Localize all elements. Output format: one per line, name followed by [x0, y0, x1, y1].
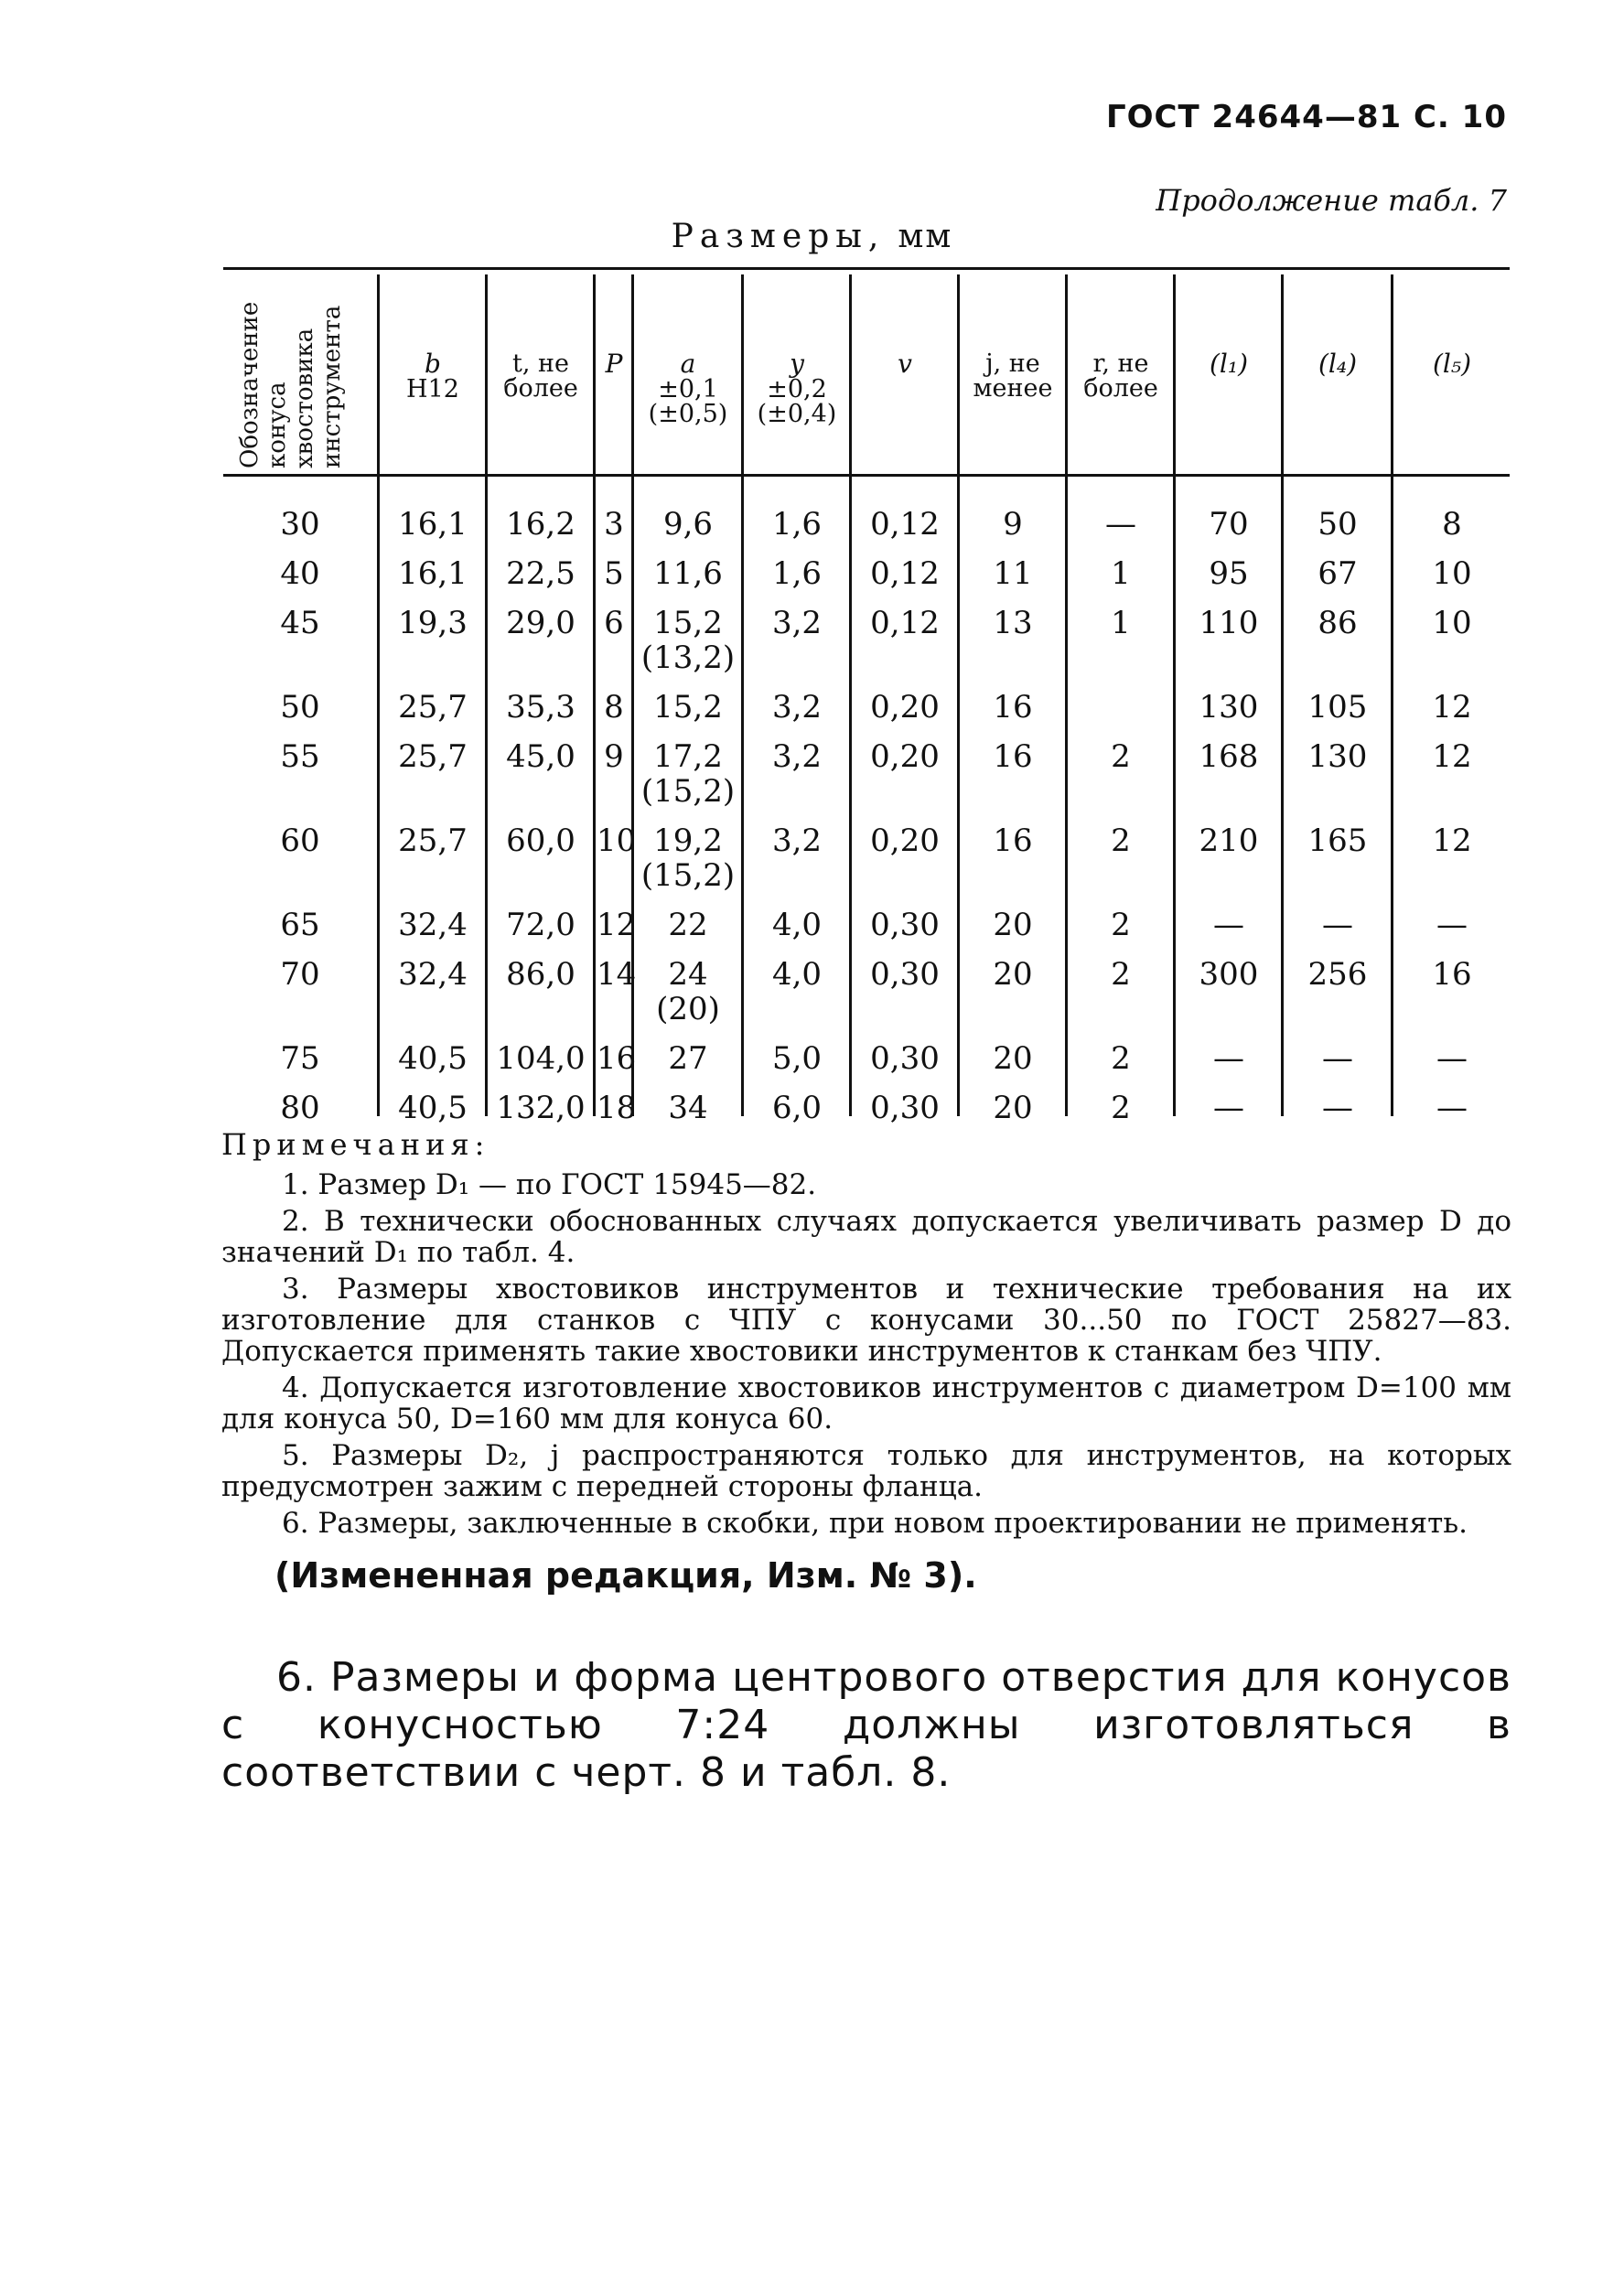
table-cell-j: 13 [993, 605, 1033, 641]
table-cell-j: 20 [993, 956, 1033, 993]
table-cell-cone: 70 [280, 956, 320, 993]
table-cell-a: 17,2 (15,2) [640, 738, 736, 810]
table-cell-t: 72,0 [506, 907, 575, 943]
header-p: P [605, 349, 623, 379]
table-cell-l5: — [1436, 907, 1468, 943]
table-cell-l4: 86 [1317, 605, 1358, 641]
table-cell-j: 16 [993, 822, 1033, 859]
table-cell-a: 15,2 [653, 689, 723, 726]
table-cell-l4: 50 [1317, 506, 1358, 543]
notes-section [221, 1129, 1511, 1544]
table-cell-b: 32,4 [398, 956, 468, 993]
table-cell-v: 0,12 [870, 555, 940, 592]
table-cell-y: 3,2 [771, 689, 823, 726]
header-r: r, не более [1083, 349, 1158, 403]
document-code: ГОСТ 24644—81 С. 10 [1105, 99, 1507, 135]
header-l5: (l₅) [1432, 349, 1472, 379]
table-cell-r: 2 [1111, 907, 1131, 943]
table-cell-P: 10 [597, 822, 637, 859]
notes-title: Примечания: [221, 1127, 490, 1162]
note-item: 4. Допускается изготовление хвостовиков инструментов с диаметром D=100 мм для конуса 50, D=160 мм для конуса 60. [221, 1371, 1511, 1435]
note-item: 6. Размеры, заключенные в скобки, при новом проектировании не применять. [282, 1507, 1468, 1540]
table-cell-l1: 168 [1199, 738, 1259, 775]
table-cell-P: 6 [604, 605, 624, 641]
table-cell-cone: 60 [280, 822, 320, 859]
table-cell-r: 2 [1111, 822, 1131, 859]
note-item: 3. Размеры хвостовиков инструментов и технические требования на их изготовление для станков с ЧПУ с конусами 30...50 по ГОСТ 25827—83. Допускается применять такие хвостовики инструментов к станкам без ЧПУ. [221, 1273, 1511, 1368]
table-cell-v: 0,12 [870, 605, 940, 641]
table-cell-j: 20 [993, 1090, 1033, 1126]
table-cell-l5: 8 [1442, 506, 1462, 543]
table-cell-v: 0,30 [870, 1090, 940, 1126]
header-cone: Обозначение конуса хвостовика инструмента [236, 301, 346, 468]
table-cell-l1: 110 [1199, 605, 1259, 641]
dimensions-table [223, 267, 1510, 1126]
table-cell-l1: 70 [1209, 506, 1249, 543]
table-cell-l4: — [1322, 907, 1353, 943]
table-cell-r: 2 [1111, 738, 1131, 775]
table-cell-l4: 165 [1307, 822, 1368, 859]
table-cell-P: 16 [597, 1040, 637, 1077]
table-cell-l1: — [1213, 1090, 1244, 1126]
table-cell-v: 0,12 [870, 506, 940, 543]
table-cell-j: 20 [993, 907, 1033, 943]
column-rule [849, 274, 852, 1116]
table-cell-a: 24 (20) [656, 956, 720, 1027]
header-v: v [898, 349, 912, 379]
table-cell-l5: — [1436, 1090, 1468, 1126]
table-cell-P: 18 [597, 1090, 637, 1126]
column-rule [957, 274, 960, 1116]
table-cell-v: 0,30 [870, 1040, 940, 1077]
table-cell-P: 9 [604, 738, 624, 775]
table-cell-b: 25,7 [398, 822, 468, 859]
note-item: 1. Размер D₁ — по ГОСТ 15945—82. [282, 1168, 817, 1201]
header-y: y ±0,2 (±0,4) [757, 349, 837, 428]
table-cell-r: 2 [1111, 956, 1131, 993]
paragraph-6: 6. Размеры и форма центрового отверстия для конусов с конусностью 7:24 должны изготовляться в соответствии с черт. 8 и табл. 8. [221, 1654, 1511, 1796]
table-cell-y: 3,2 [771, 605, 823, 641]
table-cell-y: 1,6 [771, 555, 823, 592]
table-cell-P: 8 [604, 689, 624, 726]
column-rule [1391, 274, 1393, 1116]
table-cell-v: 0,20 [870, 689, 940, 726]
table-cell-y: 6,0 [771, 1090, 823, 1126]
table-cell-a: 19,2 (15,2) [640, 822, 736, 894]
table-cell-t: 60,0 [506, 822, 575, 859]
table-cell-l4: 105 [1307, 689, 1368, 726]
table-cell-b: 16,1 [398, 555, 468, 592]
header-t: t, не более [503, 349, 578, 403]
header-l1: (l₁) [1209, 349, 1249, 379]
table-cell-b: 32,4 [398, 907, 468, 943]
table-cell-l1: 95 [1209, 555, 1249, 592]
note-item: 5. Размеры D₂, j распространяются только для инструментов, на которых предусмотрен зажим с передней стороны фланца. [221, 1439, 1511, 1503]
table-cell-l1: — [1213, 907, 1244, 943]
table-cell-cone: 75 [280, 1040, 320, 1077]
header-b: b H12 [406, 349, 459, 403]
table-cell-l5: 12 [1432, 738, 1472, 775]
table-cell-l5: — [1436, 1040, 1468, 1077]
column-rule [741, 274, 744, 1116]
table-cell-y: 5,0 [771, 1040, 823, 1077]
table-cell-P: 14 [597, 956, 637, 993]
table-cell-r: 2 [1111, 1090, 1131, 1126]
table-cell-b: 40,5 [398, 1090, 468, 1126]
column-rule [485, 274, 488, 1116]
revision-note: (Измененная редакция, Изм. № 3). [274, 1555, 977, 1596]
table-cell-l1: 130 [1199, 689, 1259, 726]
table-cell-t: 86,0 [506, 956, 575, 993]
table-cell-v: 0,30 [870, 956, 940, 993]
table-cell-l1: 210 [1199, 822, 1259, 859]
table-cell-y: 3,2 [771, 738, 823, 775]
table-cell-r: — [1105, 506, 1136, 543]
table-cell-P: 12 [597, 907, 637, 943]
units-caption [0, 218, 1624, 255]
table-cell-cone: 55 [280, 738, 320, 775]
table-cell-l5: 10 [1432, 605, 1472, 641]
table-cell-l5: 16 [1432, 956, 1472, 993]
table-cell-t: 104,0 [496, 1040, 586, 1077]
header-a: a ±0,1 (±0,5) [648, 349, 728, 428]
units-mm: мм [898, 218, 953, 255]
units-label: Размеры, [671, 218, 886, 255]
column-rule [1065, 274, 1068, 1116]
table-continuation-label: Продолжение табл. 7 [1156, 183, 1507, 218]
table-cell-l4: 256 [1307, 956, 1368, 993]
table-cell-t: 35,3 [506, 689, 575, 726]
table-cell-cone: 80 [280, 1090, 320, 1126]
table-cell-t: 132,0 [496, 1090, 586, 1126]
table-cell-y: 1,6 [771, 506, 823, 543]
table-cell-t: 45,0 [506, 738, 575, 775]
table-cell-j: 11 [993, 555, 1033, 592]
table-cell-v: 0,20 [870, 822, 940, 859]
table-cell-cone: 45 [280, 605, 320, 641]
table-cell-r: 1 [1111, 605, 1131, 641]
table-cell-a: 11,6 [653, 555, 723, 592]
column-rule [377, 274, 380, 1116]
table-cell-b: 25,7 [398, 689, 468, 726]
table-cell-l1: 300 [1199, 956, 1259, 993]
table-cell-b: 19,3 [398, 605, 468, 641]
table-cell-r: 1 [1111, 555, 1131, 592]
table-cell-a: 15,2 (13,2) [640, 605, 736, 676]
table-cell-l4: — [1322, 1040, 1353, 1077]
table-cell-v: 0,20 [870, 738, 940, 775]
table-cell-cone: 50 [280, 689, 320, 726]
table-cell-l4: 67 [1317, 555, 1358, 592]
table-cell-j: 16 [993, 738, 1033, 775]
table-cell-j: 9 [1003, 506, 1023, 543]
column-rule [1173, 274, 1176, 1116]
table-cell-a: 34 [668, 1090, 708, 1126]
table-cell-l4: — [1322, 1090, 1353, 1126]
table-top-rule [223, 267, 1510, 270]
table-cell-l1: — [1213, 1040, 1244, 1077]
table-cell-t: 29,0 [506, 605, 575, 641]
table-cell-j: 20 [993, 1040, 1033, 1077]
table-cell-P: 3 [604, 506, 624, 543]
table-cell-l5: 12 [1432, 689, 1472, 726]
note-item: 2. В технически обоснованных случаях допускается увеличивать размер D до значений D₁ по табл. 4. [221, 1205, 1511, 1269]
column-rule [593, 274, 596, 1116]
header-j: j, не менее [973, 349, 1053, 403]
table-cell-b: 25,7 [398, 738, 468, 775]
table-cell-t: 16,2 [506, 506, 575, 543]
column-rule [1281, 274, 1284, 1116]
table-cell-y: 4,0 [771, 907, 823, 943]
table-cell-a: 9,6 [662, 506, 714, 543]
table-cell-a: 22 [668, 907, 708, 943]
table-cell-cone: 40 [280, 555, 320, 592]
table-cell-P: 5 [604, 555, 624, 592]
table-cell-y: 4,0 [771, 956, 823, 993]
table-cell-a: 27 [668, 1040, 708, 1077]
table-cell-cone: 30 [280, 506, 320, 543]
table-cell-cone: 65 [280, 907, 320, 943]
table-cell-l5: 12 [1432, 822, 1472, 859]
table-cell-b: 16,1 [398, 506, 468, 543]
table-cell-j: 16 [993, 689, 1033, 726]
table-cell-b: 40,5 [398, 1040, 468, 1077]
table-cell-y: 3,2 [771, 822, 823, 859]
table-cell-l5: 10 [1432, 555, 1472, 592]
table-cell-v: 0,30 [870, 907, 940, 943]
table-cell-r: 2 [1111, 1040, 1131, 1077]
table-header-rule [223, 474, 1510, 477]
header-l4: (l₄) [1317, 349, 1358, 379]
table-cell-t: 22,5 [506, 555, 575, 592]
table-cell-l4: 130 [1307, 738, 1368, 775]
